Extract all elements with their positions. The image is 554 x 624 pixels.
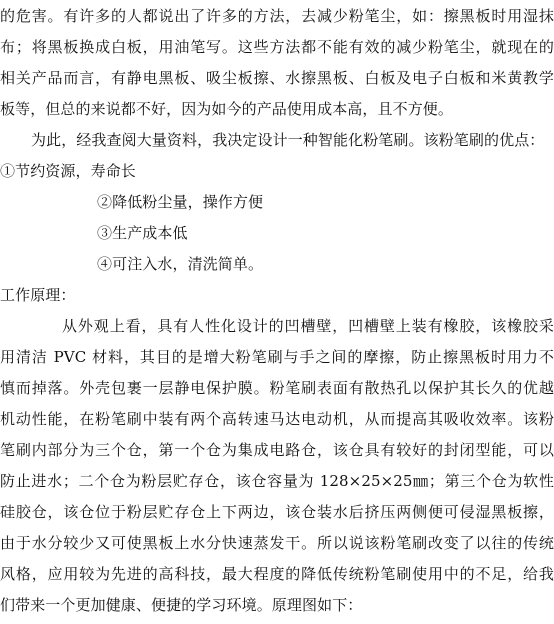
principle-line: 用清洁 PVC 材料，其目的是增大粉笔刷与手之间的摩擦，防止擦黑板时用力不 xyxy=(0,348,554,366)
design-paragraph: 为此，经我查阅大量资料，我决定设计一种智能化粉笔刷。该粉笔刷的优点： xyxy=(31,131,545,149)
advantage-item: ①节约资源，寿命长 xyxy=(0,162,136,180)
principle-line: 风格，应用较为先进的高科技，最大程度的降低传统粉笔刷使用中的不足，给我 xyxy=(0,565,554,583)
intro-line: 布；将黑板换成白板，用油笔写。这些方法都不能有效的减少粉笔尘，就现在的 xyxy=(0,38,554,56)
section-heading: 工作原理： xyxy=(0,286,76,304)
advantage-item: ②降低粉尘量，操作方便 xyxy=(97,193,264,211)
intro-line: 板等，但总的来说都不好，因为如今的产品使用成本高，且不方便。 xyxy=(0,100,454,118)
principle-line: 由于水分较少又可使黑板上水分快速蒸发干。所以说该粉笔刷改变了以往的传统 xyxy=(0,534,554,552)
intro-line: 相关产品而言，有静电黑板、吸尘板擦、水擦黑板、白板及电子白板和米黄教学 xyxy=(0,69,554,87)
intro-line: 的危害。有许多的人都说出了许多的方法，去减少粉笔尘，如：擦黑板时用湿抹 xyxy=(0,7,554,25)
principle-line: 机动性能，在粉笔刷中装有两个高转速马达电动机，从而提高其吸收效率。该粉 xyxy=(0,410,554,428)
principle-line: 硅胶仓，该仓位于粉层贮存仓上下两边，该仓装水后挤压两侧便可侵湿黑板擦， xyxy=(0,503,554,521)
principle-line: 防止进水；二个仓为粉层贮存仓，该仓容量为 128×25×25㎜；第三个仓为软性 xyxy=(0,472,554,490)
principle-line: 慎而掉落。外壳包裹一层静电保护膜。粉笔刷表面有散热孔以保护其长久的优越 xyxy=(0,379,554,397)
principle-line: 从外观上看，具有人性化设计的凹槽壁，凹槽壁上装有橡胶，该橡胶采 xyxy=(62,317,554,335)
advantage-item: ④可注入水，清洗简单。 xyxy=(97,255,264,273)
principle-line: 笔刷内部分为三个仓，第一个仓为集成电路仓，该仓具有较好的封闭型能，可以 xyxy=(0,441,554,459)
principle-line: 们带来一个更加健康、便捷的学习环境。原理图如下： xyxy=(0,596,363,614)
advantage-item: ③生产成本低 xyxy=(97,224,188,242)
